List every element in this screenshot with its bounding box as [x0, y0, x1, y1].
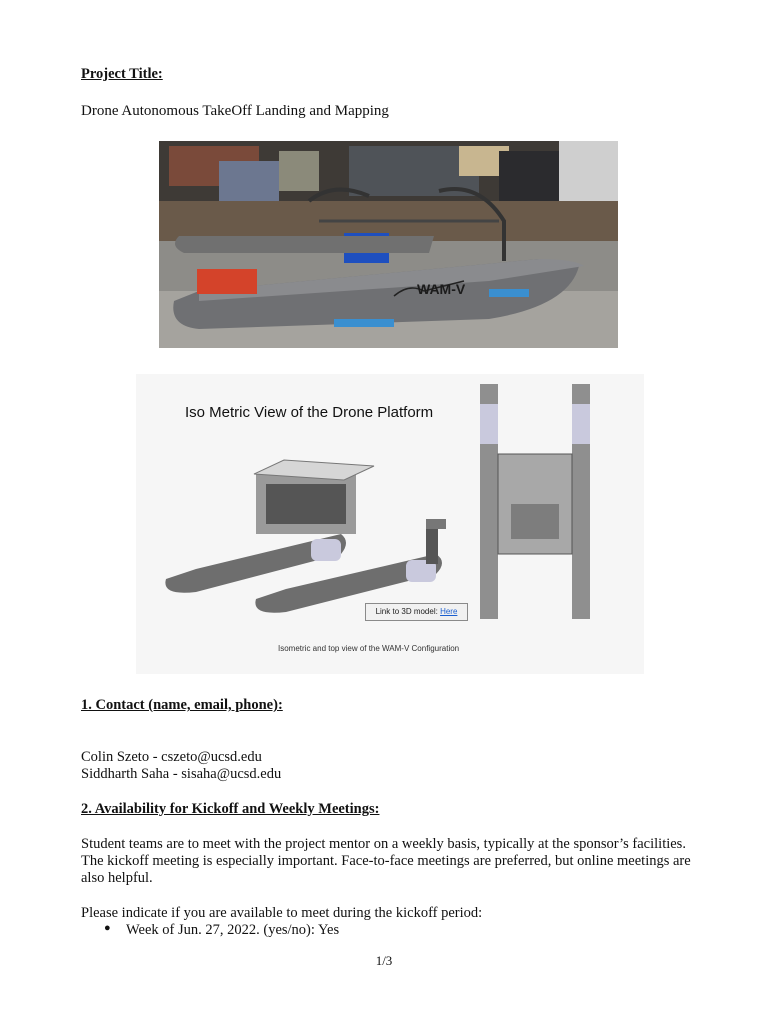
project-name: Drone Autonomous TakeOff Landing and Mapping — [81, 103, 389, 119]
wamv-photo — [159, 141, 618, 348]
model-link-label: Link to 3D model: — [375, 607, 441, 616]
cad-figure-caption: Isometric and top view of the WAM-V Configuration — [278, 644, 460, 653]
bullet-dot: ● — [104, 922, 111, 934]
page-number: 1/3 — [375, 953, 393, 968]
wamv-logo-text: WAM-V — [417, 281, 466, 297]
model-link[interactable]: Here — [440, 607, 458, 616]
contact-person: Siddharth Saha - sisaha@ucsd.edu — [81, 766, 282, 782]
availability-paragraph: Student teams are to meet with the project mentor on a weekly basis, typically at the sponsor’s facilities. The kickoff meeting is especially important. Face-to-face meetings are preferred, but online meetings are also helpful. — [81, 836, 691, 886]
contact-heading: 1. Contact (name, email, phone): — [81, 697, 283, 713]
cad-figure-title: Iso Metric View of the Drone Platform — [185, 404, 434, 421]
cad-figure — [136, 374, 644, 674]
model-link-button[interactable] — [365, 603, 468, 621]
availability-prompt: Please indicate if you are available to meet during the kickoff period: — [81, 905, 483, 921]
contact-person: Colin Szeto - cszeto@ucsd.edu — [81, 749, 262, 765]
project-title-heading: Project Title: — [81, 66, 163, 82]
availability-bullet-item: Week of Jun. 27, 2022. (yes/no): Yes — [126, 922, 340, 938]
availability-heading: 2. Availability for Kickoff and Weekly Meetings: — [81, 801, 380, 817]
